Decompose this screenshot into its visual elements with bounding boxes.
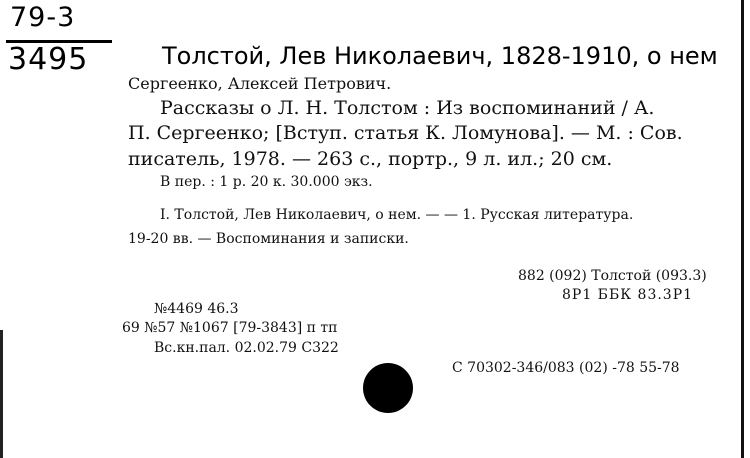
title-line-3: писатель, 1978. — 263 с., портр., 9 л. ил.; 20 см. — [128, 148, 613, 170]
call-number-top: 79-3 — [10, 2, 76, 33]
main-entry-author: Сергеенко, Алексей Петрович. — [128, 74, 392, 93]
subject-line-1: I. Толстой, Лев Николаевич, о нем. — — 1. Русская литература. — [160, 207, 634, 223]
punch-hole — [363, 363, 413, 413]
accession-line-2: 69 №57 №1067 [79-3843] п тп — [122, 320, 338, 336]
title-line-1: Рассказы о Л. Н. Толстом : Из воспоминаний / А. — [160, 97, 655, 119]
classification-udc: 882 (092) Толстой (093.3) — [518, 268, 707, 284]
card-right-edge — [741, 0, 744, 458]
accession-line-3: Вс.кн.пал. 02.02.79 С322 — [154, 340, 339, 356]
accession-line-4: С 70302-346/083 (02) -78 55-78 — [452, 360, 680, 376]
price-line: В пер. : 1 р. 20 к. 30.000 экз. — [160, 174, 373, 190]
card-left-edge — [0, 330, 3, 458]
accession-line-1: №4469 46.3 — [154, 301, 239, 317]
title-line-2: П. Сергеенко; [Вступ. статья К. Ломунова]. — М. : Сов. — [128, 122, 683, 144]
handwritten-heading: Толстой, Лев Николаевич, 1828-1910, о нем — [162, 42, 718, 70]
call-number-bottom: 3495 — [8, 42, 89, 77]
classification-bbk: 8Р1 ББК 83.3Р1 — [562, 287, 694, 303]
subject-line-2: 19-20 вв. — Воспоминания и записки. — [128, 231, 409, 247]
